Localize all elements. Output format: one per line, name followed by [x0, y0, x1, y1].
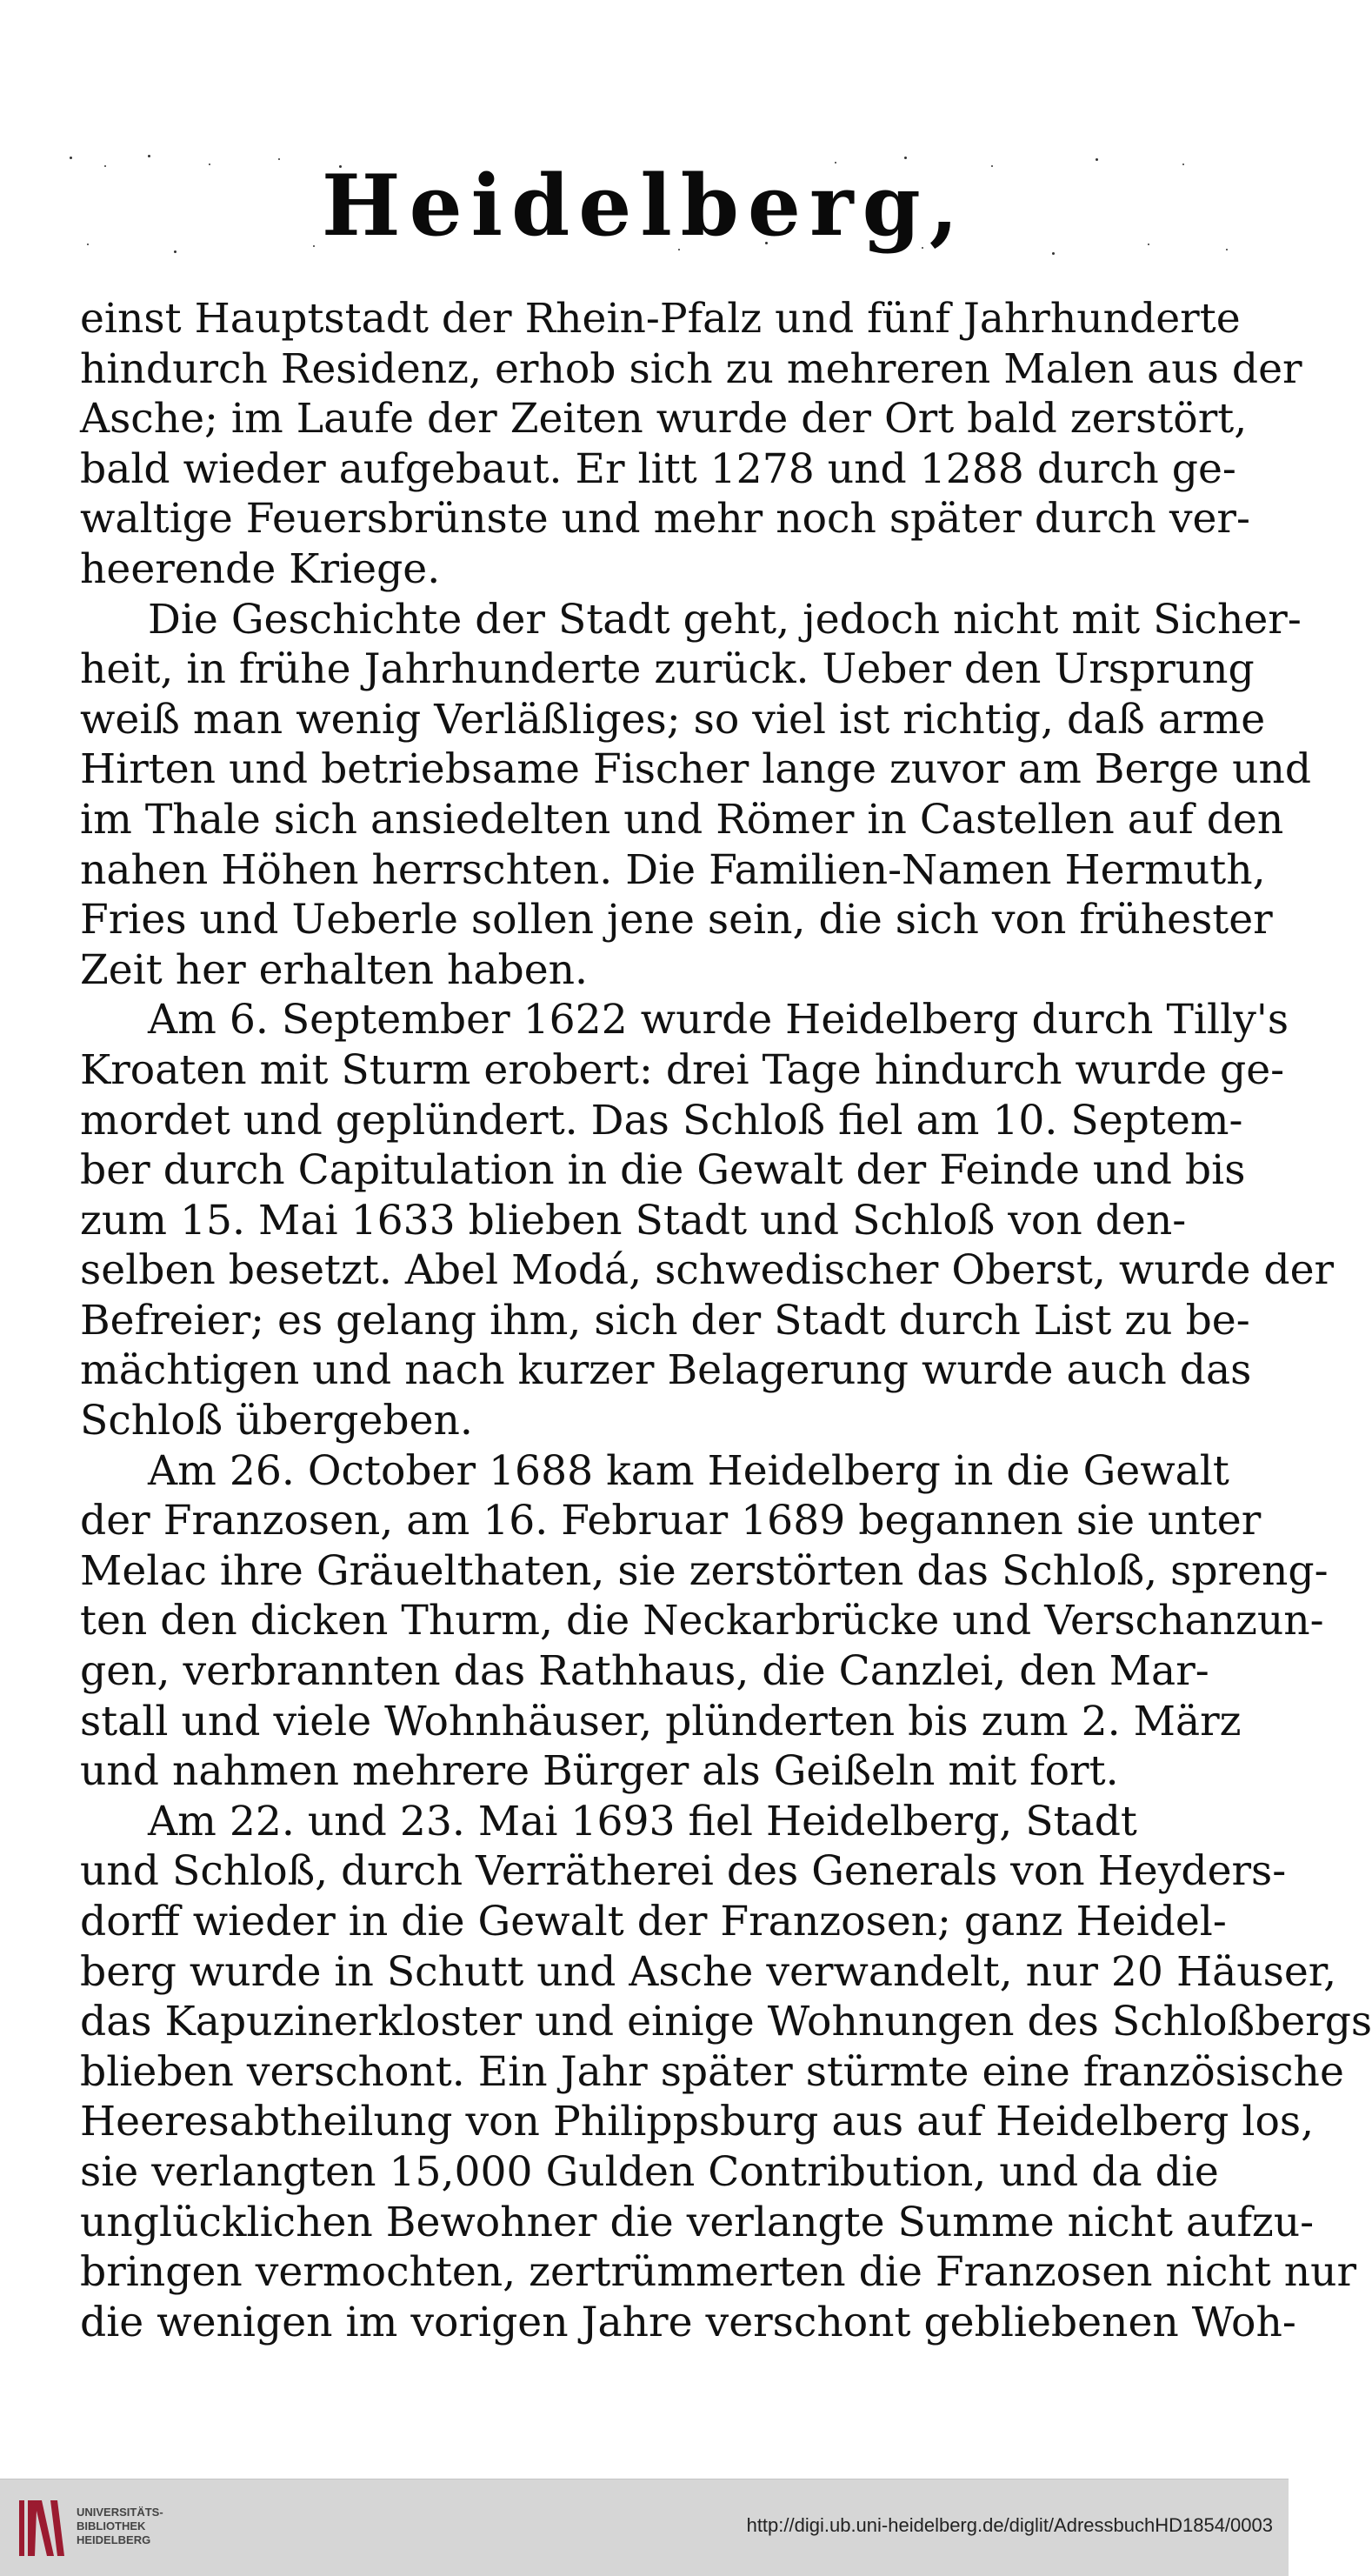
text-line: die wenigen im vorigen Jahre verschont gebliebenen Woh-	[80, 2298, 1296, 2346]
text-line: heit, in frühe Jahrhunderte zurück. Ueber den Ursprung	[80, 645, 1255, 694]
library-name-line: HEIDELBERG	[77, 2533, 151, 2546]
text-line: Schloß übergeben.	[80, 1397, 473, 1445]
text-line: einst Hauptstadt der Rhein-Pfalz und fünf Jahrhunderte	[80, 295, 1241, 343]
footer-bar	[0, 2479, 1289, 2576]
text-line: unglücklichen Bewohner die verlangte Summe nicht aufzu-	[80, 2198, 1315, 2246]
text-line: Zeit her erhalten haben.	[80, 945, 589, 994]
text-line: nahen Höhen herrschten. Die Familien-Namen Hermuth,	[80, 845, 1266, 894]
library-name	[77, 2506, 163, 2547]
text-line: das Kapuzinerkloster und einige Wohnungen des Schloßbergs	[80, 1998, 1372, 2046]
text-line: berg wurde in Schutt und Asche verwandelt, nur 20 Häuser,	[80, 1947, 1337, 1996]
text-line: Asche; im Laufe der Zeiten wurde der Ort bald zerstört,	[80, 395, 1248, 444]
text-line: stall und viele Wohnhäuser, plünderten bis zum 2. März	[80, 1697, 1242, 1745]
library-name-line: UNIVERSITÄTS-	[77, 2506, 163, 2519]
text-line: Melac ihre Gräuelthaten, sie zerstörten das Schloß, spreng-	[80, 1546, 1329, 1595]
text-line: heerende Kriege.	[80, 544, 441, 593]
text-line: waltige Feuersbrünste und mehr noch später durch ver-	[80, 495, 1250, 544]
text-line: Am 6. September 1622 wurde Heidelberg durch Tilly's	[148, 996, 1289, 1044]
text-line: zum 15. Mai 1633 blieben Stadt und Schloß von den-	[80, 1196, 1187, 1245]
text-line: und nahmen mehrere Bürger als Geißeln mit fort.	[80, 1747, 1119, 1796]
text-line: mächtigen und nach kurzer Belagerung wurde auch das	[80, 1346, 1252, 1395]
university-library-logo-icon	[16, 2493, 68, 2563]
text-line: ten den dicken Thurm, die Neckarbrücke und Verschanzun-	[80, 1597, 1324, 1645]
text-line: blieben verschont. Ein Jahr später stürmte eine französische	[80, 2047, 1344, 2096]
text-line: mordet und geplündert. Das Schloß fiel am 10. Septem-	[80, 1096, 1243, 1145]
text-line: Am 22. und 23. Mai 1693 fiel Heidelberg, Stadt	[148, 1797, 1137, 1845]
paragraph	[80, 1797, 1372, 2348]
text-line: Befreier; es gelang ihm, sich der Stadt durch List zu be-	[80, 1296, 1250, 1345]
text-line: gen, verbrannten das Rathhaus, die Canzlei, den Mar-	[80, 1647, 1209, 1696]
text-line: Am 26. October 1688 kam Heidelberg in die Gewalt	[148, 1446, 1229, 1495]
paragraph	[80, 1446, 1329, 1797]
text-line: und Schloß, durch Verrätherei des Generals von Heyders-	[80, 1847, 1287, 1896]
text-line: hindurch Residenz, erhob sich zu mehreren Malen aus der	[80, 344, 1302, 393]
paragraph	[80, 595, 1312, 996]
text-line: bringen vermochten, zertrümmerten die Franzosen nicht nur	[80, 2248, 1357, 2297]
text-line: Heeresabtheilung von Philippsburg aus auf Heidelberg los,	[80, 2098, 1315, 2146]
text-line: der Franzosen, am 16. Februar 1689 begannen sie unter	[80, 1497, 1262, 1545]
text-line: im Thale sich ansiedelten und Römer in Castellen auf den	[80, 795, 1284, 844]
text-line: Hirten und betriebsame Fischer lange zuvor am Berge und	[80, 745, 1312, 794]
text-line: ber durch Capitulation in die Gewalt der Feinde und bis	[80, 1146, 1246, 1195]
text-line: Kroaten mit Sturm erobert: drei Tage hindurch wurde ge-	[80, 1045, 1285, 1094]
text-line: dorff wieder in die Gewalt der Franzosen; ganz Heidel-	[80, 1898, 1227, 1945]
text-line: weiß man wenig Verläßliges; so viel ist richtig, daß arme	[80, 695, 1266, 744]
text-line: selben besetzt. Abel Modá, schwedischer Oberst, wurde der	[80, 1246, 1335, 1295]
body-text	[80, 294, 1372, 2347]
source-url-link[interactable]: http://digi.ub.uni-heidelberg.de/diglit/AdressbuchHD1854/0003	[746, 2514, 1273, 2536]
page-heading: Heidelberg,	[321, 157, 968, 255]
text-line: Die Geschichte der Stadt geht, jedoch nicht mit Sicher-	[148, 595, 1302, 644]
library-name-line: BIBLIOTHEK	[77, 2519, 146, 2533]
text-line: bald wieder aufgebaut. Er litt 1278 und 1288 durch ge-	[80, 444, 1236, 493]
paragraph	[80, 294, 1302, 595]
text-line: Fries und Ueberle sollen jene sein, die sich von frühester	[80, 896, 1273, 944]
paragraph	[80, 995, 1335, 1445]
text-line: sie verlangten 15,000 Gulden Contribution, und da die	[80, 2147, 1219, 2196]
